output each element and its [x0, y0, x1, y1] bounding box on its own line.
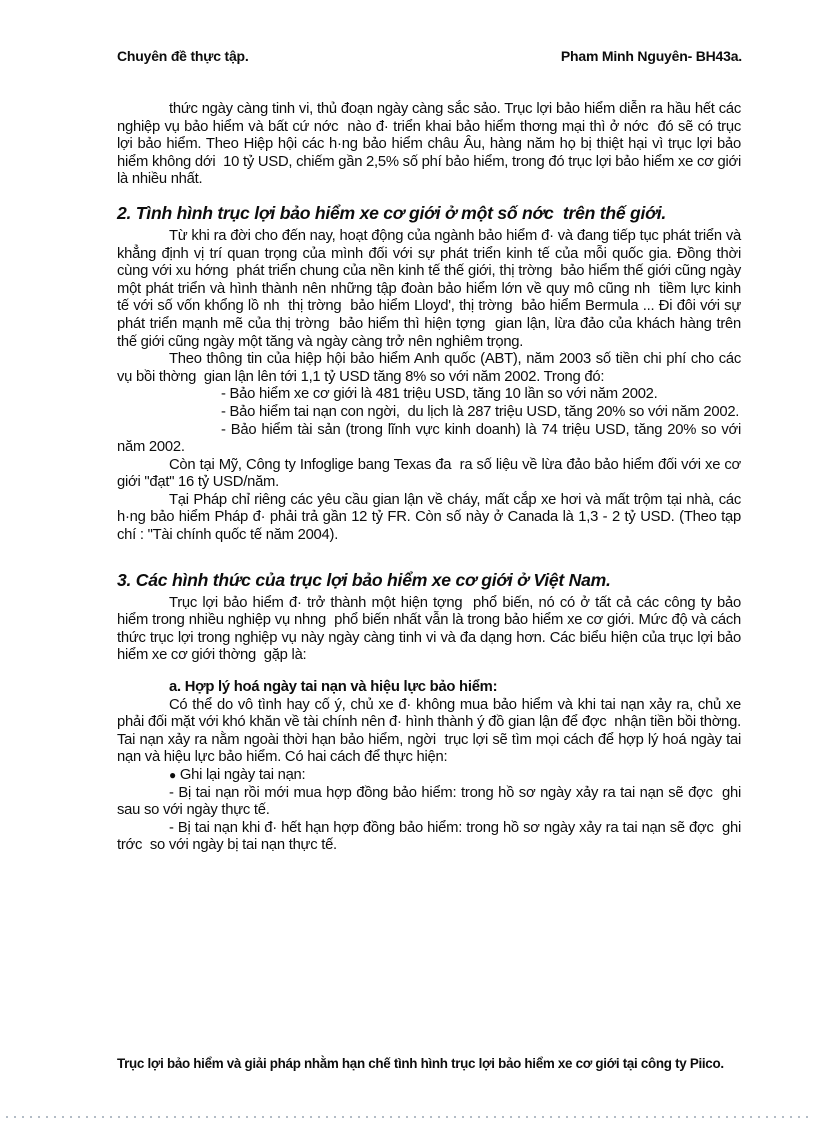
page-bottom-divider — [6, 1116, 810, 1118]
footer-thesis-title: Trục lợi bảo hiểm và giải pháp nhằm hạn chế tình hình trục lợi bảo hiểm xe cơ giới tại công ty Piico. — [117, 1056, 724, 1071]
page-header — [117, 48, 742, 64]
bullet-item-label: Ghi lại ngày tai nạn: — [176, 767, 306, 783]
section-2-paragraph-3: Còn tại Mỹ, Công ty Infoglige bang Texas đa ra số liệu về lừa đảo bảo hiểm đối với xe cơ giới "đạt" 16 tỷ USD/năm. — [117, 456, 745, 491]
section-2-paragraph-4: Tại Pháp chỉ riêng các yêu cầu gian lận về cháy, mất cắp xe hơi và mất trộm tại nhà, các h·ng bảo hiểm Pháp đ· phải trả gần 12 tỷ FR. Còn số này ở Canada là 1,3 - 2 tỷ USD. (Theo tạp chí : "Tài chính quốc tế năm 2004). — [117, 491, 745, 544]
section-3-heading: 3. Các hình thức của trục lợi bảo hiểm xe cơ giới ở Việt Nam. — [117, 569, 611, 590]
intro-paragraph: thức ngày càng tinh vi, thủ đoạn ngày càng sắc sảo. Trục lợi bảo hiểm diễn ra hầu hết các nghiệp vụ bảo hiểm và bất cứ nớc nào đ· triển khai bảo hiểm thơng mại thì ở nớc đó sẽ có trục lợi bảo hiểm. Theo Hiệp hội các h·ng bảo hiểm châu Âu, hàng năm họ bị thiệt hại vì trục lợi bảo hiểm không dới 10 tỷ USD, chiếm gần 2,5% số phí bảo hiểm, trong đó trục lợi bảo hiểm xe cơ giới là nhiều nhất. — [117, 101, 745, 188]
section-2-paragraph-1: Từ khi ra đời cho đến nay, hoạt động của ngành bảo hiểm đ· và đang tiếp tục phát triển và khẳng định vị trí quan trọng của mình đối với sự phát triển kinh tế của mỗi quốc gia. Đồng thời cùng với xu hớng phát triển chung của nền kinh tế thế giới, thị trờng bảo hiểm thế giới cũng ngày một phát triển và hình thành nên những tập đoàn bảo hiểm lớn về quy mô cũng nh tiềm lực kinh tế với số vốn khổng lồ nh thị trờng bảo hiểm Lloyd', thị trờng bảo hiểm Bermula ... Đi đôi với sự phát triển mạnh mẽ của thị trờng bảo hiểm thì hiện tợng gian lận, lừa đảo của khách hàng trên thế giới cũng ngày một tăng và ngày càng trở nên nghiêm trọng. — [117, 227, 745, 350]
subsection-a-note-2: - Bị tai nạn khi đ· hết hạn hợp đồng bảo hiểm: trong hồ sơ ngày xảy ra tai nạn sẽ đợc ghi trớc so với ngày bị tai nạn thực tế. — [117, 819, 745, 854]
list-item: - Bảo hiểm tai nạn con ngời, du lịch là 287 triệu USD, tăng 20% so với năm 2002. — [221, 403, 740, 420]
document-body — [117, 101, 749, 855]
subsection-a-heading: a. Hợp lý hoá ngày tai nạn và hiệu lực bảo hiểm: — [169, 679, 498, 696]
header-course-title: Chuyên đề thực tập. — [117, 48, 249, 64]
bullet-item — [117, 767, 741, 785]
subsection-a-paragraph-1: Có thể do vô tình hay cố ý, chủ xe đ· không mua bảo hiểm và khi tai nạn xảy ra, chủ xe phải đối mặt với khó khăn về tài chính nên đ· hình thành ý đồ gian lận để đợc nhận tiền bồi thờng. Tai nạn xảy ra nằm ngoài thời hạn bảo hiểm, ngời trục lợi sẽ tìm mọi cách để hợp lý hoá ngày tai nạn và hiệu lực bảo hiểm. Có hai cách để thực hiện: — [117, 696, 749, 766]
header-author-name: Pham Minh Nguyên- BH43a. — [560, 48, 742, 64]
subsection-a-note-1: - Bị tai nạn rồi mới mua hợp đồng bảo hiểm: trong hồ sơ ngày xảy ra tai nạn sẽ đợc ghi sau so với ngày thực tế. — [117, 784, 745, 819]
section-2-paragraph-2: Theo thông tin của hiệp hội bảo hiểm Anh quốc (ABT), năm 2003 số tiền chi phí cho các vụ bồi thờng gian lận lên tới 1,1 tỷ USD tăng 8% so với năm 2002. Trong đó: — [117, 351, 745, 385]
section-2-heading: 2. Tình hình trục lợi bảo hiểm xe cơ giới ở một số nớc trên thế giới. — [117, 202, 666, 223]
list-item: - Bảo hiểm xe cơ giới là 481 triệu USD, tăng 10 lần so với năm 2002. — [221, 386, 658, 403]
page-footer — [117, 1056, 746, 1071]
bullet-icon: ● — [169, 768, 176, 782]
list-item: - Bảo hiểm tài sản (trong lĩnh vực kinh doanh) là 74 triệu USD, tăng 20% so với năm 2002. — [117, 421, 745, 456]
section-3-paragraph-1: Trục lợi bảo hiểm đ· trở thành một hiện tợng phổ biến, nó có ở tất cả các công ty bảo hiểm trong nhiều nghiệp vụ nhng phổ biến nhất vẫn là trong bảo hiểm xe cơ giới. Mức độ và cách thức trục lợi trong nghiệp vụ này ngày càng tinh vi và đa dạng hơn. Các biểu hiện của trục lợi bảo hiểm xe cơ giới thờng gặp là: — [117, 594, 745, 664]
